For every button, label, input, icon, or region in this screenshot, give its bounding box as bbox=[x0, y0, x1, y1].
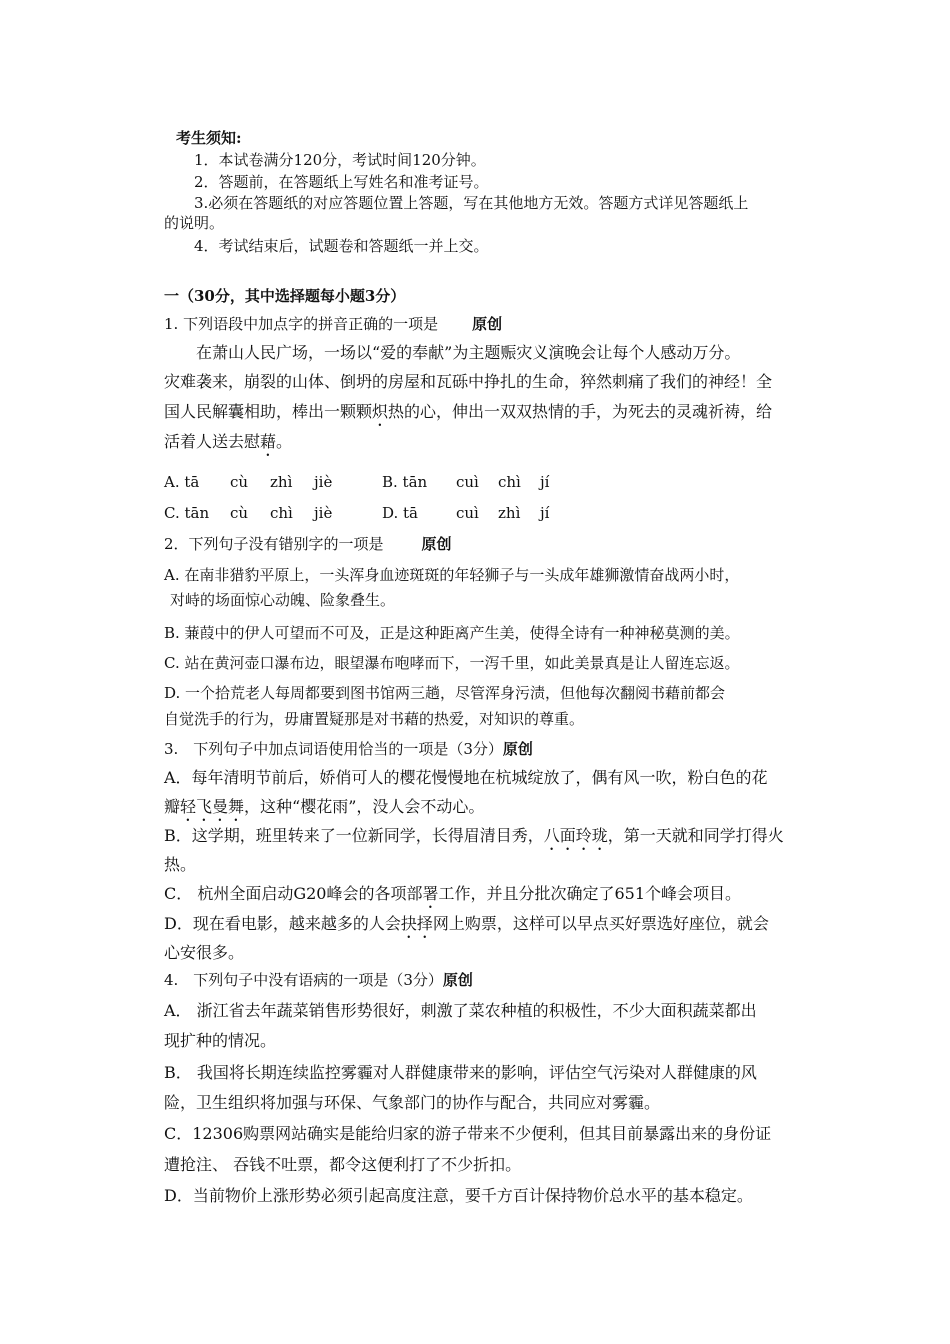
q4-option-b-line-2: 险，卫生组织将加强与环保、气象部门的协作与配合，共同应对雾霾。 bbox=[164, 1093, 661, 1112]
q1-dotted-char-2: 藉 bbox=[260, 432, 277, 451]
q1-stem bbox=[164, 314, 502, 334]
q1-option-a[interactable] bbox=[164, 472, 333, 492]
q4-tag: 原创 bbox=[442, 971, 473, 989]
notice-item-4: 4．考试结束后，试题卷和答题纸一并上交。 bbox=[194, 237, 489, 255]
q3-option-b-line-2: 热。 bbox=[164, 855, 197, 874]
q4-option-a-line-2: 现扩种的情况。 bbox=[164, 1031, 277, 1050]
q2-option-b[interactable]: B. 蒹葭中的伊人可望而不可及，正是这种距离产生美，使得全诗有一种神秘莫测的美。 bbox=[164, 624, 740, 642]
q1-option-c-4: jiè bbox=[314, 504, 333, 522]
q1-passage-line-3-a: 国人民解囊相助，棒出一颗颗 bbox=[164, 402, 373, 421]
q3-tag: 原创 bbox=[502, 740, 533, 758]
q2-option-c[interactable]: C. 站在黄河壶口瀑布边，眼望瀑布咆哮而下，一泻千里，如此美景真是让人留连忘返。 bbox=[164, 654, 740, 672]
q1-option-d-2: cuì bbox=[456, 504, 479, 522]
q1-option-b-4: jí bbox=[540, 473, 550, 491]
q4-stem-text: 4. 下列句子中没有语病的一项是（3分） bbox=[164, 971, 443, 989]
notice-item-1: 1．本试卷满分120分，考试时间120分钟。 bbox=[194, 151, 486, 169]
q1-tag: 原创 bbox=[472, 315, 503, 333]
q1-dotted-char-1: 炽 bbox=[372, 402, 389, 421]
q3-stem-text: 3. 下列句子中加点词语使用恰当的一项是（3分） bbox=[164, 740, 503, 758]
q3-a2-post: ，这种“樱花雨”，没人会不动心。 bbox=[244, 797, 485, 816]
q4-stem bbox=[164, 970, 473, 990]
q2-stem-text: 2．下列句子没有错别字的一项是 bbox=[164, 535, 384, 553]
q3-option-a-line-1[interactable]: A．每年清明节前后，娇俏可人的樱花慢慢地在杭城绽放了，偶有风一吹，粉白色的花 bbox=[164, 768, 768, 787]
q1-option-c-1: C. tān bbox=[164, 504, 210, 522]
q1-option-a-3: zhì bbox=[270, 473, 293, 491]
q1-option-b-3: chì bbox=[498, 473, 521, 491]
q3-d1-post: 网上购票，这样可以早点买好票选好座位，就会 bbox=[432, 914, 769, 933]
q1-option-c[interactable] bbox=[164, 503, 333, 523]
q1-option-b-1: B. tān bbox=[382, 473, 428, 491]
q1-passage-line-3-b: 热的心，伸出一双双热情的手，为死去的灵魂祈祷，给 bbox=[388, 402, 773, 421]
q1-passage-line-4 bbox=[164, 432, 292, 460]
q3-c-post: 工作，并且分批次确定了651个峰会项目。 bbox=[438, 884, 742, 903]
notice-item-3: 3.必须在答题纸的对应答题位置上答题，写在其他地方无效。答题方式详见答题纸上 bbox=[194, 194, 749, 212]
q4-option-b-line-1[interactable]: B． 我国将长期连续监控雾霾对人群健康带来的影响，评估空气污染对人群健康的风 bbox=[164, 1063, 757, 1082]
q2-stem bbox=[164, 534, 452, 554]
q1-option-a-4: jiè bbox=[314, 473, 333, 491]
q3-c-pre: C． 杭州全面启动G20峰会的各项部 bbox=[164, 884, 423, 903]
q1-passage-line-3 bbox=[164, 402, 772, 430]
q2-option-a-line-1[interactable]: A. 在南非猎豹平原上，一头浑身血迹斑斑的年轻狮子与一头成年雄狮激情奋战两小时， bbox=[164, 566, 740, 584]
q3-dotted-phrase-d: 抉择 bbox=[400, 914, 433, 933]
q1-passage-line-2: 灾难袭来，崩裂的山体、倒坍的房屋和瓦砾中挣扎的生命，猝然刺痛了我们的神经！全 bbox=[164, 372, 773, 391]
q3-dotted-phrase-b: 八面玲珑 bbox=[543, 826, 608, 845]
q3-b1-pre: B．这学期，班里转来了一位新同学，长得眉清目秀， bbox=[164, 826, 544, 845]
q1-passage-line-1: 在萧山人民广场，一场以“爱的奉献”为主题赈灾义演晚会让每个人感动万分。 bbox=[196, 343, 741, 362]
q1-passage-line-4-a: 活着人送去慰 bbox=[164, 432, 261, 451]
q2-option-d-line-2: 自觉洗手的行为，毋庸置疑那是对书藉的热爱，对知识的尊重。 bbox=[164, 710, 585, 728]
q1-option-a-2: cù bbox=[230, 473, 249, 491]
q3-stem bbox=[164, 739, 533, 759]
q4-option-c-line-1[interactable]: C．12306购票网站确实是能给归家的游子带来不少便利，但其目前暴露出来的身份证 bbox=[164, 1124, 772, 1143]
q1-passage-line-4-b: 。 bbox=[276, 432, 293, 451]
notice-item-3-cont: 的说明。 bbox=[164, 214, 225, 232]
q1-option-b[interactable] bbox=[382, 472, 550, 492]
q2-tag: 原创 bbox=[421, 535, 452, 553]
q3-option-c[interactable] bbox=[164, 884, 741, 912]
q2-option-d-line-1[interactable]: D. 一个拾荒老人每周都要到图书馆两三趟，尽管浑身污渍，但他每次翻阅书藉前都会 bbox=[164, 684, 726, 702]
q3-d1-pre: D．现在看电影，越来越多的人会 bbox=[164, 914, 401, 933]
section-title: 一（30分，其中选择题每小题3分） bbox=[164, 287, 406, 305]
q1-option-c-3: chì bbox=[270, 504, 293, 522]
q4-option-c-line-2: 遭抢注、 吞钱不吐票，都令这便利打了不少折扣。 bbox=[164, 1155, 522, 1174]
q1-option-d-3: zhì bbox=[498, 504, 521, 522]
q3-a2-pre: 瓣 bbox=[164, 797, 181, 816]
q3-option-a-line-2 bbox=[164, 797, 484, 825]
q3-option-d-line-2: 心安很多。 bbox=[164, 943, 245, 962]
q2-option-a-line-2: 对峙的场面惊心动魄、险象叠生。 bbox=[170, 591, 396, 609]
q1-option-b-2: cuì bbox=[456, 473, 479, 491]
q1-option-d-4: jí bbox=[540, 504, 550, 522]
q3-option-b-line-1[interactable] bbox=[164, 826, 784, 854]
notice-title: 考生须知: bbox=[176, 129, 242, 147]
q1-option-d-1: D. tā bbox=[382, 504, 418, 522]
q1-option-c-2: cù bbox=[230, 504, 249, 522]
q1-stem-text: 1. 下列语段中加点字的拼音正确的一项是 bbox=[164, 315, 439, 333]
q3-b1-post: ，第一天就和同学打得火 bbox=[607, 826, 784, 845]
q4-option-a-line-1[interactable]: A． 浙江省去年蔬菜销售形势很好，刺激了菜农种植的积极性，不少大面积蔬菜都出 bbox=[164, 1001, 757, 1020]
q1-option-a-1: A. tā bbox=[164, 473, 200, 491]
q4-option-d[interactable]: D．当前物价上涨形势必须引起高度注意，要千方百计保持物价总水平的基本稳定。 bbox=[164, 1186, 753, 1205]
q3-option-d-line-1[interactable] bbox=[164, 914, 769, 942]
q1-option-d[interactable] bbox=[382, 503, 550, 523]
q3-dotted-phrase-c: 署 bbox=[422, 884, 439, 903]
notice-item-2: 2．答题前，在答题纸上写姓名和准考证号。 bbox=[194, 173, 489, 191]
q3-dotted-phrase-a: 轻飞曼舞 bbox=[180, 797, 245, 816]
